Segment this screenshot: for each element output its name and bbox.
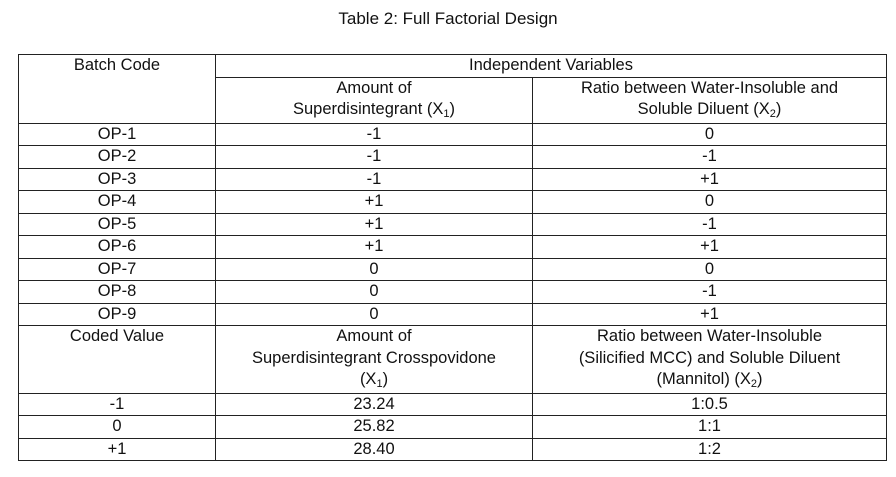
x1-header-line1: Amount of [336,78,412,97]
batch-code-header: Batch Code [19,55,216,124]
batch-code-cell: OP-2 [19,146,216,169]
batch-code-cell: OP-7 [19,258,216,281]
coded-x2-subscript: 2 [750,378,758,390]
table-row [19,146,887,169]
coded-x1-line2: Superdisintegrant Crosspovidone [252,348,496,367]
coded-header-row [19,326,887,394]
x2-cell: 0 [533,123,887,146]
coded-x2-close: ) [757,370,763,388]
factorial-design-table [18,54,887,461]
coded-value-cell: -1 [19,393,216,416]
table-row [19,213,887,236]
batch-code-cell: OP-6 [19,236,216,259]
x1-cell: +1 [216,191,533,214]
x1-cell: -1 [216,123,533,146]
coded-x2-line1: Ratio between Water-Insoluble [596,327,822,345]
batch-code-cell: OP-9 [19,303,216,326]
crosspovidone-amount-cell: 25.82 [216,416,533,439]
x2-header-line2: Soluble Diluent (X [637,100,770,118]
diluent-ratio-cell: 1:2 [533,438,887,461]
independent-variables-header: Independent Variables [216,55,887,78]
batch-code-cell: OP-3 [19,168,216,191]
x2-cell: -1 [533,281,887,304]
table-row [19,236,887,259]
x2-cell: 0 [533,191,887,214]
coded-x1-line1: Amount of [336,327,412,345]
table-row [19,123,887,146]
x2-cell: 0 [533,258,887,281]
coded-value-header: Coded Value [19,326,216,394]
x1-header [216,77,533,123]
crosspovidone-amount-cell: 23.24 [216,393,533,416]
coded-value-cell: +1 [19,438,216,461]
crosspovidone-amount-cell: 28.40 [216,438,533,461]
coded-x2-line3: (Mannitol) (X [656,370,751,388]
table-row [19,168,887,191]
batch-code-cell: OP-5 [19,213,216,236]
table-row [19,258,887,281]
diluent-ratio-cell: 1:1 [533,416,887,439]
batch-code-cell: OP-1 [19,123,216,146]
x1-cell: +1 [216,213,533,236]
x1-header-close: ) [449,100,456,118]
x2-header-line1: Ratio between Water-Insoluble and [580,78,839,97]
x1-header-line2: Superdisintegrant (X [292,100,444,118]
header-row-top [19,55,887,78]
table-row [19,393,887,416]
batch-code-cell: OP-8 [19,281,216,304]
x1-subscript: 1 [443,108,450,120]
table-row [19,281,887,304]
coded-x1-header [216,326,533,394]
x2-cell: +1 [533,236,887,259]
x2-cell: -1 [533,213,887,236]
x1-cell: 0 [216,303,533,326]
table-row [19,438,887,461]
x2-cell: +1 [533,303,887,326]
x1-cell: +1 [216,236,533,259]
x2-header-close: ) [775,100,782,118]
x1-cell: 0 [216,258,533,281]
x2-cell: -1 [533,146,887,169]
coded-x2-line2: (Silicified MCC) and Soluble Diluent [578,348,841,367]
table-caption: Table 2: Full Factorial Design [338,9,558,28]
coded-x1-line3: (X [359,370,377,388]
table-row [19,191,887,214]
x1-cell: 0 [216,281,533,304]
table-row [19,303,887,326]
coded-x1-subscript: 1 [376,378,383,390]
batch-code-cell: OP-4 [19,191,216,214]
coded-value-cell: 0 [19,416,216,439]
coded-x1-close: ) [382,370,389,388]
x1-cell: -1 [216,168,533,191]
x2-subscript: 2 [769,108,776,120]
x2-cell: +1 [533,168,887,191]
x2-header [533,77,887,123]
table-row [19,416,887,439]
diluent-ratio-cell: 1:0.5 [533,393,887,416]
coded-x2-header [533,326,887,394]
x1-cell: -1 [216,146,533,169]
